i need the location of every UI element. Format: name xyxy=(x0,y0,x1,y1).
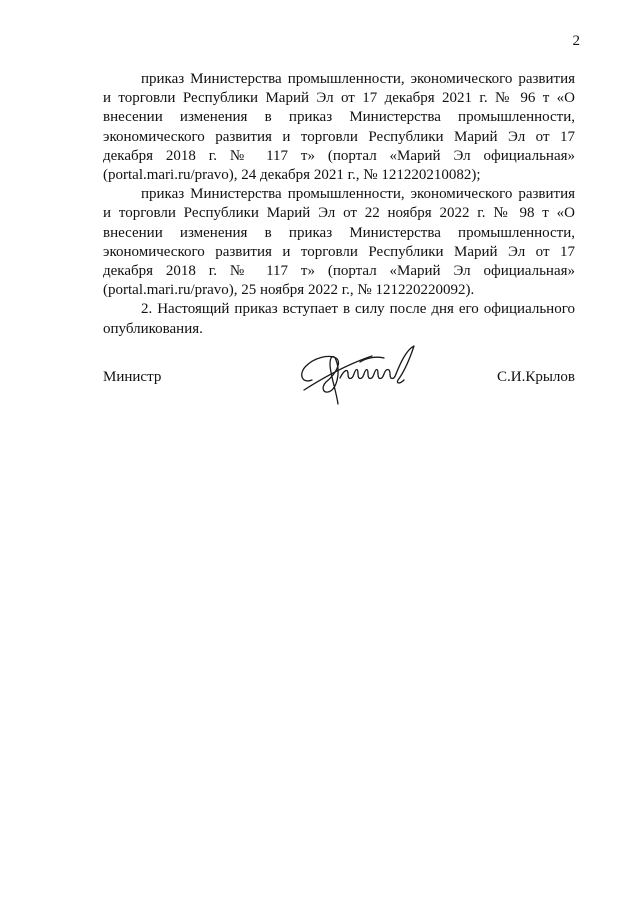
paragraph-order-2021: приказ Министерства промышленности, экономического развития и торговли Республики Марий Эл от 17 декабря 2021 г. № 96 т «О внесении изменения в приказ Министерства промышленности, экономического развития и торговли Республики Марий Эл от 17 декабря 2018 г. № 117 т» (портал «Марий Эл официальная» (portal.mari.ru/pravo), 24 декабря 2021 г., № 121220210082); xyxy=(103,71,575,184)
page-number: 2 xyxy=(572,33,580,49)
signatory-name: С.И.Крылов xyxy=(497,369,575,385)
signatory-title: Министр xyxy=(103,369,162,385)
paragraph-entry-into-force: 2. Настоящий приказ вступает в силу после дня его официального опубликования. xyxy=(103,301,575,337)
handwritten-signature xyxy=(296,340,426,408)
paragraph-order-2022: приказ Министерства промышленности, экономического развития и торговли Республики Марий Эл от 22 ноября 2022 г. № 98 т «О внесении изменения в приказ Министерства промышленности, экономического развития и торговли Республики Марий Эл от 17 декабря 2018 г. № 117 т» (портал «Марий Эл официальная» (portal.mari.ru/pravo), 25 ноября 2022 г., № 121220220092). xyxy=(103,186,575,299)
document-body xyxy=(103,70,575,339)
